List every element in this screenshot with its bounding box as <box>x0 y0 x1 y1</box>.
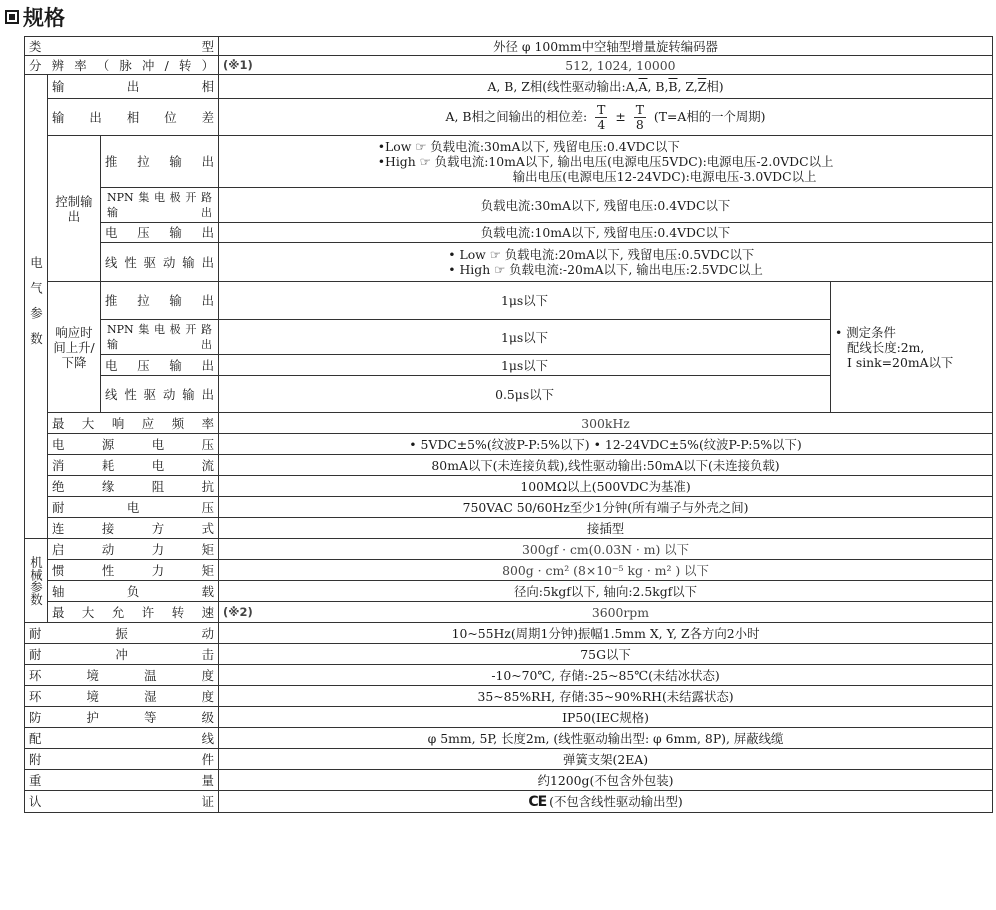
line-driver-lines <box>448 247 763 277</box>
insulation-label: 绝缘阻抗 <box>48 476 219 497</box>
current-label: 消耗电流 <box>48 455 219 476</box>
protection-label: 防护等级 <box>25 707 219 728</box>
output-phase-sep2: , Z, <box>677 79 698 94</box>
protection-value: IP50(IEC规格) <box>219 707 993 728</box>
power-value: • 5VDC±5%(纹波P-P:5%以下) • 12-24VDC±5%(纹波P-P:5%以下) <box>219 434 993 455</box>
row-resp-push-pull <box>25 282 993 320</box>
phase-diff-suffix: (T=A相的一个周期) <box>653 108 766 124</box>
resp-npn-label-line2: 输出 <box>107 338 213 351</box>
shaft-load-value: 径向:5kgf以下, 轴向:2.5kgf以下 <box>219 581 993 602</box>
row-vibration <box>25 623 993 644</box>
resolution-cell <box>219 56 993 75</box>
resp-npn-label <box>101 320 219 355</box>
row-shock <box>25 644 993 665</box>
resp-npn-value: 1μs以下 <box>219 320 831 355</box>
phase-a-bar: $\overline{A}$ <box>638 79 648 94</box>
row-weight <box>25 770 993 791</box>
fraction-t8-num: T <box>635 101 644 117</box>
line-driver-line1: • Low ☞ 负载电流:20mA以下, 残留电压:0.5VDC以下 <box>448 247 755 262</box>
line-driver-value <box>219 243 993 282</box>
measure-condition <box>831 282 993 413</box>
group-electrical: 电气参数 <box>25 75 48 539</box>
row-insulation <box>25 476 993 497</box>
dielectric-label: 耐电压 <box>48 497 219 518</box>
push-pull-value <box>219 136 993 188</box>
row-power <box>25 434 993 455</box>
output-phase-prefix: A, B, Z相(线性驱动输出:A, <box>487 79 639 94</box>
row-max-freq <box>25 413 993 434</box>
inertia-label: 惯性力矩 <box>48 560 219 581</box>
row-npn <box>25 188 993 223</box>
plus-minus: ± <box>615 108 626 124</box>
torque-label: 启动力矩 <box>48 539 219 560</box>
max-speed-cell <box>219 602 993 623</box>
row-push-pull <box>25 136 993 188</box>
row-protection <box>25 707 993 728</box>
certification-text: (不包含线性驱动输出型) <box>549 793 683 809</box>
cable-value: φ 5mm, 5P, 长度2m, (线性驱动输出型: φ 6mm, 8P), 屏蔽线缆 <box>219 728 993 749</box>
npn-label-line1: NPN集电极开路 <box>107 191 213 204</box>
resolution-value: 512, 1024, 10000 <box>565 57 676 73</box>
certification-value <box>219 791 993 813</box>
fraction-t8-den: 8 <box>635 116 644 132</box>
row-cable <box>25 728 993 749</box>
npn-label <box>101 188 219 223</box>
fraction-t4 <box>595 103 607 132</box>
output-phase-label: 输出相 <box>48 75 219 99</box>
phase-diff-value <box>219 99 993 136</box>
resp-voltage-label: 电压输出 <box>101 355 219 376</box>
section-title <box>5 4 65 30</box>
line-driver-label: 线性驱动输出 <box>101 243 219 282</box>
resp-line-driver-value: 0.5μs以下 <box>219 376 831 413</box>
row-shaft-load <box>25 581 993 602</box>
cable-label: 配线 <box>25 728 219 749</box>
line-driver-line2: • High ☞ 负载电流:-20mA以下, 输出电压:2.5VDC以上 <box>448 262 763 277</box>
phase-z-bar: $\overline{Z}$ <box>697 79 707 94</box>
insulation-value: 100MΩ以上(500VDC为基准) <box>219 476 993 497</box>
row-inertia <box>25 560 993 581</box>
shock-label: 耐冲击 <box>25 644 219 665</box>
row-ambient-temp <box>25 665 993 686</box>
push-pull-line2: •High ☞ 负载电流:10mA以下, 输出电压(电源电压5VDC):电源电压-2.0VDC以上 <box>377 154 834 169</box>
torque-value: 300gf · cm(0.03N · m) 以下 <box>219 539 993 560</box>
npn-label-line2: 输出 <box>107 206 213 219</box>
shaft-load-label: 轴负载 <box>48 581 219 602</box>
row-line-driver <box>25 243 993 282</box>
ambient-temp-label: 环境温度 <box>25 665 219 686</box>
accessory-value: 弹簧支架(2EA) <box>219 749 993 770</box>
push-pull-line1: •Low ☞ 负载电流:30mA以下, 残留电压:0.4VDC以下 <box>377 139 680 154</box>
voltage-value: 负载电流:10mA以下, 残留电压:0.4VDC以下 <box>219 223 993 243</box>
row-current <box>25 455 993 476</box>
row-accessory <box>25 749 993 770</box>
row-dielectric <box>25 497 993 518</box>
row-voltage <box>25 223 993 243</box>
phase-b-bar: $\overline{B}$ <box>668 79 678 94</box>
fraction-t4-num: T <box>597 101 606 117</box>
push-pull-lines <box>378 139 834 184</box>
vibration-label: 耐振动 <box>25 623 219 644</box>
push-pull-line3: 输出电压(电源电压12-24VDC):电源电压-3.0VDC以上 <box>512 169 817 184</box>
vibration-value: 10~55Hz(周期1分钟)振幅1.5mm X, Y, Z各方向2小时 <box>219 623 993 644</box>
ambient-temp-value: -10~70℃, 存储:-25~85℃(未结冰状态) <box>219 665 993 686</box>
max-speed-value: 3600rpm <box>591 604 649 620</box>
connection-value: 接插型 <box>219 518 993 539</box>
push-pull-label: 推拉输出 <box>101 136 219 188</box>
resolution-label: 分辨率（脉冲/转） <box>25 56 219 75</box>
certification-label: 认证 <box>25 791 219 813</box>
row-ambient-humidity <box>25 686 993 707</box>
ce-mark-icon: CE <box>528 793 547 810</box>
output-phase-sep1: , B, <box>647 79 669 94</box>
title-text: 规格 <box>23 6 65 30</box>
resp-line-driver-label: 线性驱动输出 <box>101 376 219 413</box>
fraction-t4-den: 4 <box>597 116 606 132</box>
connection-label: 连接方式 <box>48 518 219 539</box>
spec-table <box>24 36 993 813</box>
shock-value: 75G以下 <box>219 644 993 665</box>
weight-label: 重量 <box>25 770 219 791</box>
ambient-humidity-label: 环境湿度 <box>25 686 219 707</box>
resolution-note: (※1) <box>223 57 253 72</box>
dielectric-value: 750VAC 50/60Hz至少1分钟(所有端子与外壳之间) <box>219 497 993 518</box>
fraction-t8 <box>634 103 646 132</box>
current-value: 80mA以下(未连接负载),线性驱动输出:50mA以下(未连接负载) <box>219 455 993 476</box>
inertia-value: 800g · cm² (8×10⁻⁵ kg · m² ) 以下 <box>219 560 993 581</box>
max-freq-value: 300kHz <box>219 413 993 434</box>
resp-push-pull-value: 1μs以下 <box>219 282 831 320</box>
row-certification <box>25 791 993 813</box>
phase-diff-prefix: A, B相之间输出的相位差: <box>445 108 588 124</box>
phase-diff-label: 输出相位差 <box>48 99 219 136</box>
resp-voltage-value: 1μs以下 <box>219 355 831 376</box>
resp-push-pull-label: 推拉输出 <box>101 282 219 320</box>
row-type <box>25 37 993 56</box>
cond-line2: 配线长度:2m, <box>847 339 925 355</box>
weight-value: 约1200g(不包含外包装) <box>219 770 993 791</box>
output-phase-suffix: 相) <box>706 79 724 94</box>
voltage-label: 电压输出 <box>101 223 219 243</box>
control-output-label: 控制输出 <box>48 136 101 282</box>
power-label: 电源电压 <box>48 434 219 455</box>
row-max-speed <box>25 602 993 623</box>
row-connection <box>25 518 993 539</box>
ambient-humidity-value: 35~85%RH, 存储:35~90%RH(未结露状态) <box>219 686 993 707</box>
accessory-label: 附件 <box>25 749 219 770</box>
group-mechanical: 机械参数 <box>25 539 48 623</box>
response-time-label: 响应时间上升/下降 <box>48 282 101 413</box>
output-phase-value <box>219 75 993 99</box>
type-value: 外径 φ 100mm中空轴型增量旋转编码器 <box>219 37 993 56</box>
row-output-phase <box>25 75 993 99</box>
resp-npn-label-line1: NPN集电极开路 <box>107 323 213 336</box>
row-torque <box>25 539 993 560</box>
max-freq-label: 最大响应频率 <box>48 413 219 434</box>
row-resolution <box>25 56 993 75</box>
npn-value: 负载电流:30mA以下, 残留电压:0.4VDC以下 <box>219 188 993 223</box>
cond-line1: • 测定条件 <box>835 324 896 340</box>
max-speed-note: (※2) <box>223 604 253 619</box>
row-phase-diff <box>25 99 993 136</box>
type-label: 类型 <box>25 37 219 56</box>
square-bullet-icon <box>5 10 19 24</box>
cond-line3: I sink=20mA以下 <box>847 354 954 370</box>
max-speed-label: 最大允许转速 <box>48 602 219 623</box>
